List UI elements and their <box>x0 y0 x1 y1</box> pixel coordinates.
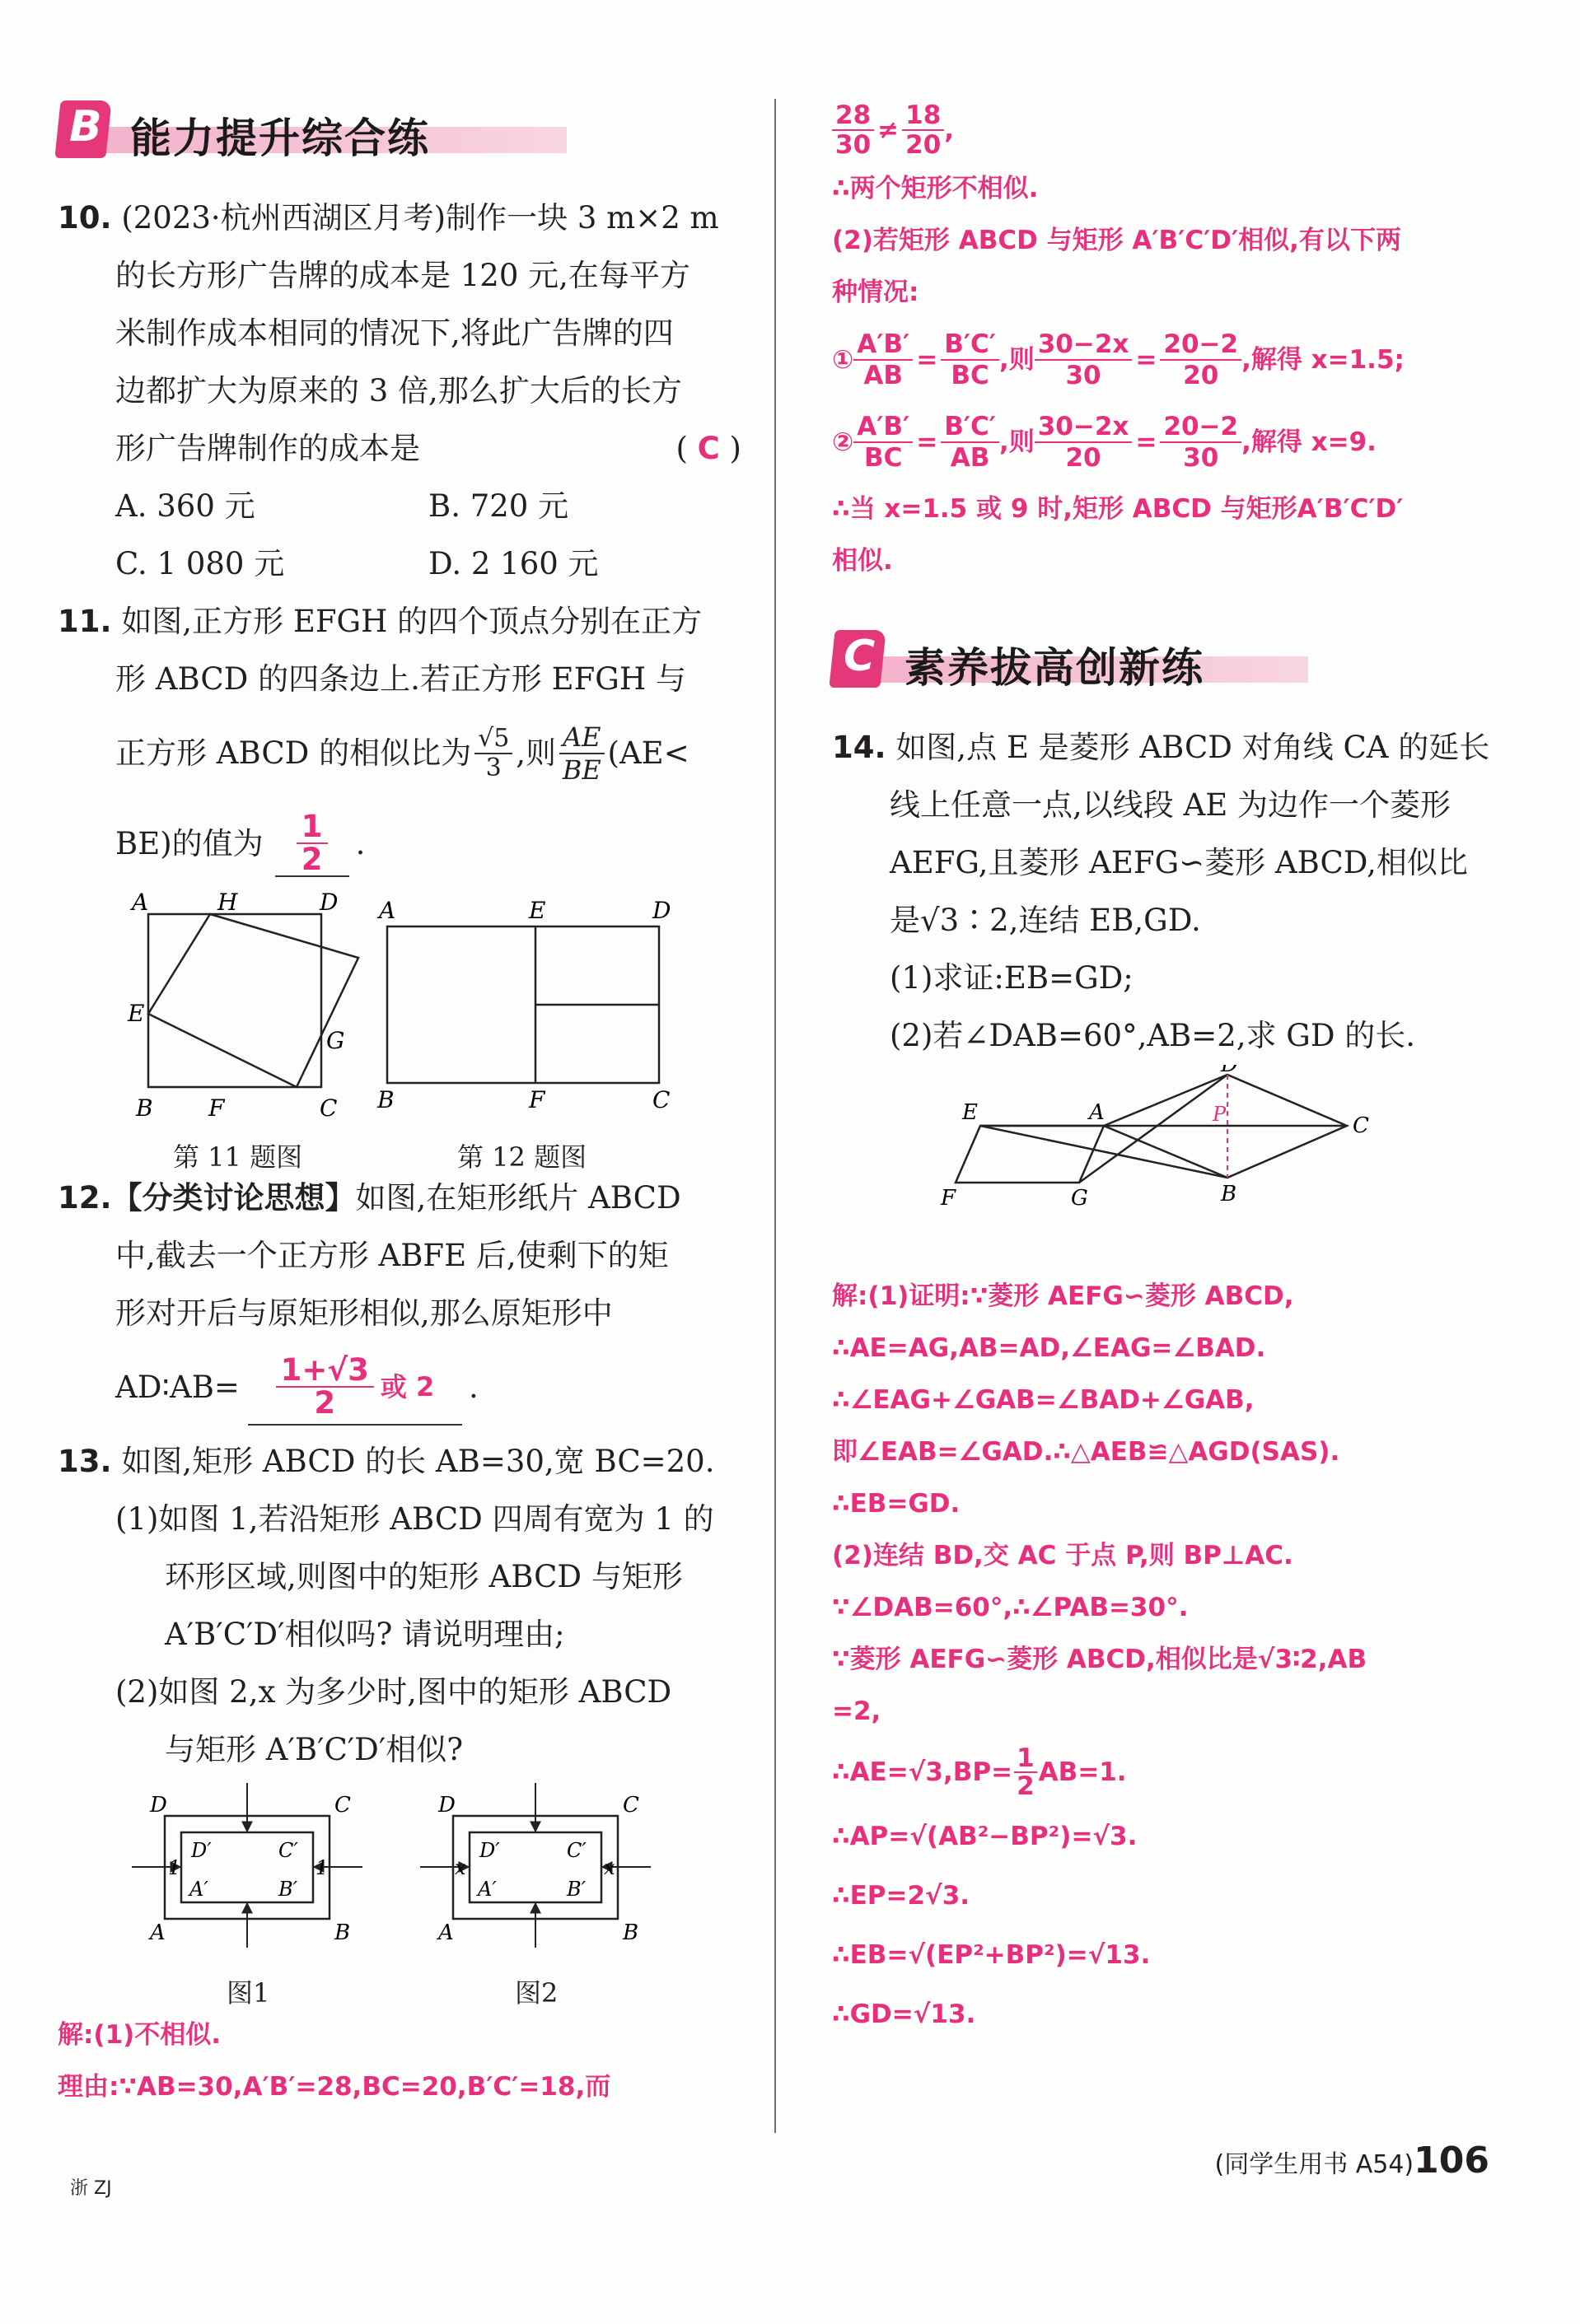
case1-mid: ,则 <box>998 344 1035 375</box>
svg-text:D: D <box>1221 1065 1238 1077</box>
footer-page-info <box>1215 2140 1490 2182</box>
section-b-title: 能力提升综合练 <box>130 114 430 162</box>
svg-text:B: B <box>1221 1182 1237 1206</box>
q10-option-c: C. 1 080 元 <box>115 546 285 581</box>
svg-text:D: D <box>320 889 339 916</box>
q10-answer-bracket: ( C ) <box>675 431 741 466</box>
q13-case1: ① $\frac{A'B'}{AB}$ = $\frac{B'C'}{BC}$ ,则 $\frac{30-2x}{30}$ = $\frac{20-2}{20}$ ,解得 x=1.5; <box>832 329 1405 390</box>
section-c-header <box>832 620 1516 702</box>
q13-conclusion-line2: 相似. <box>832 546 893 576</box>
case1-marker: ① <box>832 344 854 375</box>
q11-number: 11. <box>58 604 112 639</box>
q13-part1-line1: (1)如图 1,若沿矩形 ABCD 四周有宽为 1 的 <box>115 1501 714 1537</box>
q11-frac-den: BE <box>562 754 601 786</box>
q13-part2-line2: 与矩形 A′B′C′D′相似? <box>165 1732 464 1767</box>
case1-b-num: B′C′ <box>941 329 999 361</box>
case1-c-num: 30−2x <box>1035 329 1133 361</box>
q12-line1: 如图,在矩形纸片 ABCD <box>355 1180 681 1216</box>
case2-marker: ② <box>832 427 854 457</box>
svg-text:F: F <box>529 1086 545 1113</box>
svg-text:A: A <box>150 1920 166 1945</box>
svg-text:A: A <box>379 897 396 924</box>
q12-answer-blank <box>248 1350 462 1426</box>
q13-line1: 如图,矩形 ABCD 的长 AB=30,宽 BC=20. <box>121 1444 715 1479</box>
frac2-num: 18 <box>902 101 944 131</box>
case1-d-num: 20−2 <box>1160 329 1241 361</box>
svg-text:B: B <box>623 1920 639 1945</box>
svg-text:D: D <box>150 1793 167 1818</box>
q14-number: 14. <box>832 730 886 765</box>
svg-text:F: F <box>208 1094 225 1122</box>
q12-answer-tail: 或 2 <box>380 1371 435 1402</box>
q11-ratio-den: 3 <box>485 754 502 782</box>
q13-continued-fractions <box>832 97 1516 163</box>
svg-text:x: x <box>455 1856 466 1879</box>
svg-text:E: E <box>962 1100 978 1125</box>
case1-result: ,解得 x=1.5; <box>1241 344 1405 375</box>
column-divider <box>774 99 776 2133</box>
figure-13-svg <box>58 1779 741 2001</box>
q14-solution-9: =2, <box>832 1696 881 1726</box>
q14-solution-10 <box>832 1738 1516 1807</box>
footer-region-tag: 浙 ZJ <box>70 2178 112 2199</box>
q14-line3: AEFG,且菱形 AEFG∽菱形 ABCD,相似比 <box>890 845 1468 880</box>
section-b-letter: B <box>69 102 102 152</box>
q10-line5: 形广告牌制作的成本是 <box>115 431 420 466</box>
svg-text:D: D <box>652 897 671 924</box>
q11-answer-blank <box>275 811 349 877</box>
q11-line3b: ,则 <box>516 735 557 771</box>
right-column <box>832 97 1516 2044</box>
case1-b-den: BC <box>951 361 989 390</box>
case1-d-den: 20 <box>1183 361 1219 390</box>
q11-line4: BE)的值为 <box>115 826 264 861</box>
q13-solution-line2: 理由:∵AB=30,A′B′=28,BC=20,B′C′=18,而 <box>58 2072 611 2102</box>
q10-line2: 的长方形广告牌的成本是 120 元,在每平方 <box>115 258 690 293</box>
svg-text:E: E <box>128 1000 145 1027</box>
svg-text:C: C <box>652 1086 671 1113</box>
q13-part1-line2: 环形区域,则图中的矩形 ABCD 与矩形 <box>165 1559 683 1594</box>
svg-text:F: F <box>941 1186 956 1211</box>
case2-result: ,解得 x=9. <box>1241 427 1377 457</box>
section-c-title: 素养拔高创新练 <box>905 644 1204 692</box>
fig11-caption: 第 11 题图 <box>173 1141 303 1173</box>
svg-text:D: D <box>438 1793 456 1818</box>
q14-solution-5: ∴EB=GD. <box>832 1489 961 1519</box>
q14-line2: 线上任意一点,以线段 AE 为边作一个菱形 <box>890 787 1451 823</box>
q11-ratio <box>474 725 512 782</box>
svg-text:G: G <box>326 1027 345 1054</box>
q12-answer-num: 1+√3 <box>276 1355 374 1388</box>
svg-text:A′: A′ <box>189 1878 208 1901</box>
q14-solution-14: ∴GD=√13. <box>832 2000 976 2029</box>
case2-a-num: A′B′ <box>853 412 913 443</box>
q12-line4: AD∶AB= <box>115 1370 240 1405</box>
svg-text:A′: A′ <box>478 1878 497 1901</box>
q14-line4: 是√3∶2,连结 EB,GD. <box>890 903 1201 938</box>
question-12: 12.【分类讨论思想】如图,在矩形纸片 ABCD 中,截去一个正方形 ABFE 后,使剩下的矩 形对开后与原矩形相似,那么原矩形中 AD∶AB= $\frac{1+√3}{2}$ 或 2 . <box>58 1169 741 1433</box>
svg-text:1: 1 <box>168 1856 181 1879</box>
q14-solution-13: ∴EB=√(EP²+BP²)=√13. <box>832 1940 1151 1970</box>
frac1-num: 28 <box>832 101 874 131</box>
q12-tag: 【分类讨论思想】 <box>111 1180 356 1216</box>
q13-part2-intro: (2)若矩形 ABCD 与矩形 A′B′C′D′相似,有以下两 <box>832 226 1401 255</box>
q14-solution-3: ∴∠EAG+∠GAB=∠BAD+∠GAB, <box>832 1385 1255 1415</box>
svg-text:B: B <box>377 1086 395 1113</box>
q10-number: 10. <box>58 200 112 236</box>
q14-solution-4: 即∠EAB=∠GAD.∴△AEB≌△AGD(SAS). <box>832 1437 1340 1467</box>
q10-line1: (2023·杭州西湖区月考)制作一块 3 m×2 m <box>121 200 719 236</box>
q13-not-similar: ∴两个矩形不相似. <box>832 174 1039 203</box>
q14-solution-12: ∴EP=2√3. <box>832 1881 970 1911</box>
svg-text:A: A <box>1089 1100 1105 1125</box>
svg-text:1: 1 <box>316 1856 329 1879</box>
q14-solution-1: 解:(1)证明:∵菱形 AEFG∽菱形 ABCD, <box>832 1281 1294 1311</box>
q12-answer-den: 2 <box>314 1385 336 1421</box>
figure-14-svg <box>832 1065 1516 1271</box>
q14-line1: 如图,点 E 是菱形 ABCD 对角线 CA 的延长 <box>895 730 1490 765</box>
q14-s10b: AB=1. <box>1038 1757 1127 1787</box>
case2-mid: ,则 <box>998 427 1035 457</box>
case1-a-num: A′B′ <box>853 329 913 361</box>
q10-options <box>58 478 741 593</box>
q14-solution-6: (2)连结 BD,交 AC 于点 P,则 BP⊥AC. <box>832 1541 1293 1570</box>
q14-s10-den: 2 <box>1017 1771 1035 1801</box>
case2-b-den: AB <box>950 443 990 473</box>
svg-text:B: B <box>136 1094 153 1122</box>
svg-text:H: H <box>217 889 238 916</box>
page-number: 106 <box>1414 2140 1489 2182</box>
q10-option-d: D. 2 160 元 <box>428 546 599 581</box>
svg-text:G: G <box>1071 1186 1088 1211</box>
case2-c-num: 30−2x <box>1035 412 1133 443</box>
svg-text:x: x <box>604 1856 615 1879</box>
q12-line2: 中,截去一个正方形 ABFE 后,使剩下的矩 <box>115 1238 669 1273</box>
figure-11 <box>127 889 358 1122</box>
q14-s10a: ∴AE=√3,BP= <box>832 1757 1013 1787</box>
q11-frac-num: AE <box>559 721 604 754</box>
left-column <box>58 91 741 2113</box>
figure-12 <box>376 897 671 1113</box>
q11-line2: 形 ABCD 的四条边上.若正方形 EFGH 与 <box>115 661 686 697</box>
q14-solution-8: ∵菱形 AEFG∽菱形 ABCD,相似比是√3∶2,AB <box>832 1645 1367 1674</box>
figure-13-2 <box>420 1783 651 1948</box>
q13-part2-cases: 种情况: <box>832 278 919 307</box>
q14-solution-7: ∵∠DAB=60°,∴∠PAB=30°. <box>832 1593 1189 1622</box>
q13-number: 13. <box>58 1444 112 1479</box>
frac-comma: , <box>944 114 955 145</box>
case1-a-den: AB <box>863 361 904 390</box>
figure-11-12-svg <box>58 889 741 1169</box>
svg-text:A: A <box>132 889 149 916</box>
q14-part1: (1)求证:EB=GD; <box>890 960 1134 996</box>
q10-answer: C <box>697 431 720 466</box>
case2-b-num: B′C′ <box>941 412 999 443</box>
q10-option-b: B. 720 元 <box>428 488 569 524</box>
svg-text:B: B <box>334 1920 351 1945</box>
fig13-1-caption: 图1 <box>227 1977 270 2009</box>
q10-line4: 边都扩大为原来的 3 倍,那么扩大后的长方 <box>115 373 682 408</box>
svg-text:C: C <box>334 1793 351 1818</box>
q14-s10-num: 1 <box>1014 1745 1037 1773</box>
question-13 <box>58 1433 741 2113</box>
q12-number: 12. <box>58 1180 112 1216</box>
q12-line3: 形对开后与原矩形相似,那么原矩形中 <box>115 1295 613 1331</box>
neq-sign: ≠ <box>877 114 900 145</box>
svg-text:D′: D′ <box>191 1839 212 1862</box>
q11-line3c: (AE< <box>607 735 689 771</box>
case2-d-den: 30 <box>1183 443 1219 473</box>
q13-part1-line3: A′B′C′D′相似吗? 请说明理由; <box>165 1617 565 1652</box>
q13-part2-line1: (2)如图 2,x 为多少时,图中的矩形 ABCD <box>115 1674 672 1710</box>
section-c-letter: C <box>844 632 876 681</box>
figure-14 <box>832 1065 1516 1271</box>
footer-ref: (同学生用书 A54) <box>1214 2150 1414 2179</box>
svg-text:P: P <box>1213 1103 1227 1126</box>
svg-text:C′: C′ <box>567 1839 587 1862</box>
fig12-caption: 第 12 题图 <box>457 1141 587 1173</box>
case2-c-den: 20 <box>1065 443 1101 473</box>
question-14 <box>832 719 1516 2044</box>
svg-text:C′: C′ <box>278 1839 298 1862</box>
case1-c-den: 30 <box>1065 361 1101 390</box>
q11-answer-num: 1 <box>297 811 328 844</box>
q11-fraction <box>559 721 604 786</box>
fig13-2-caption: 图2 <box>515 1977 559 2009</box>
question-11: 11. 如图,正方形 EFGH 的四个顶点分别在正方 形 ABCD 的四条边上.若正方形 EFGH 与 正方形 ABCD 的相似比为 $\frac{√5}{3}$ ,则 $\frac{AE}{BE}$ (AE< BE)的值为 $\frac{1}{2}$ . A H D E G B F C A E D B F C 第 11 题图 第 12 题图 <box>58 593 741 1169</box>
svg-text:C: C <box>320 1094 338 1122</box>
question-10 <box>58 189 741 593</box>
q11-ratio-num: √5 <box>474 725 512 754</box>
svg-text:C: C <box>623 1793 639 1818</box>
frac1-den: 30 <box>835 130 872 160</box>
case2-a-den: BC <box>864 443 903 473</box>
q14-part2: (2)若∠DAB=60°,AB=2,求 GD 的长. <box>890 1018 1416 1053</box>
figures-13 <box>58 1779 741 2009</box>
svg-text:E: E <box>529 897 546 924</box>
q13-solution-line1: 解:(1)不相似. <box>58 2020 222 2050</box>
case2-d-num: 20−2 <box>1160 412 1241 443</box>
figure-13-1 <box>132 1783 362 1948</box>
q11-line3a: 正方形 ABCD 的相似比为 <box>115 735 472 771</box>
figures-11-12 <box>58 889 741 1173</box>
q14-solution-11: ∴AP=√(AB²−BP²)=√3. <box>832 1822 1138 1851</box>
section-b-header <box>58 91 741 173</box>
q10-option-a: A. 360 元 <box>115 488 255 524</box>
q11-line1: 如图,正方形 EFGH 的四个顶点分别在正方 <box>121 604 703 639</box>
q13-case2: ② $\frac{A'B'}{BC}$ = $\frac{B'C'}{AB}$ ,则 $\frac{30-2x}{20}$ = $\frac{20-2}{30}$ ,解得 x=9. <box>832 412 1377 473</box>
svg-text:A: A <box>438 1920 454 1945</box>
q14-solution-2: ∴AE=AG,AB=AD,∠EAG=∠BAD. <box>832 1333 1266 1363</box>
q13-conclusion-line1: ∴当 x=1.5 或 9 时,矩形 ABCD 与矩形A′B′C′D′ <box>832 494 1404 524</box>
svg-text:C: C <box>1353 1113 1369 1138</box>
frac2-den: 20 <box>905 130 942 160</box>
q11-answer-den: 2 <box>301 842 323 877</box>
svg-text:B′: B′ <box>278 1878 298 1901</box>
q10-line3: 米制作成本相同的情况下,将此广告牌的四 <box>115 315 674 351</box>
svg-text:D′: D′ <box>479 1839 500 1862</box>
svg-text:B′: B′ <box>567 1878 587 1901</box>
